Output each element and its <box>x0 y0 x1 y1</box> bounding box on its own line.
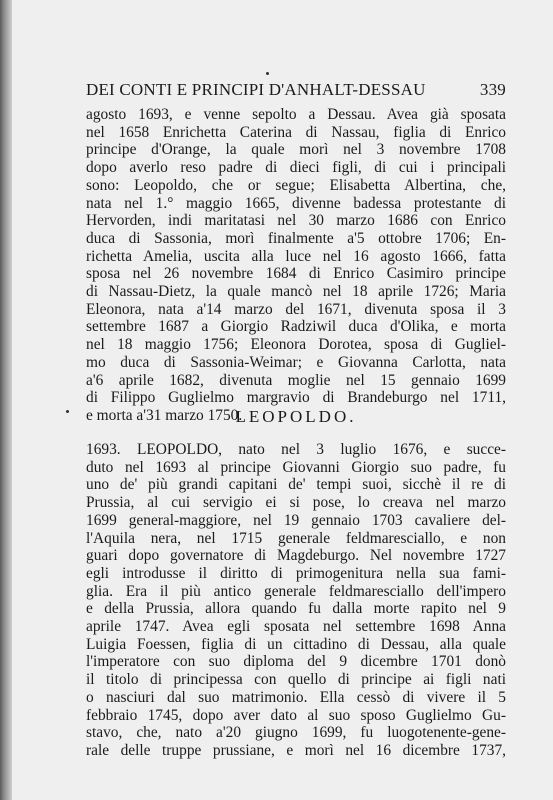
text-line: richetta Amelia, uscita alla luce nel 16 agosto 1666, fatta <box>86 247 506 265</box>
text-line: di Nassau-Dietz, la quale mancò nel 18 aprile 1726; Maria <box>86 283 506 301</box>
text-line: rale delle truppe prussiane, e morì nel 16 dicembre 1737, <box>86 741 506 759</box>
text-line: Hervorden, indi maritatasi nel 30 marzo 1686 con Enrico <box>86 212 506 230</box>
text-line: nel 1658 Enrichetta Caterina di Nassau, figlia di Enrico <box>86 123 506 141</box>
text-line: mo duca di Sassonia-Weimar; e Giovanna Carlotta, nata <box>86 353 506 371</box>
text-line: e morta a'31 marzo 1750. <box>86 406 243 424</box>
text-line: duca di Sassonia, morì finalmente a'5 ottobre 1706; En- <box>86 229 506 247</box>
text-line: duto nel 1693 al principe Giovanni Giorgio suo padre, fu <box>86 458 506 476</box>
text-line: e della Prussia, allora quando fu dalla morte rapito nel 9 <box>86 600 506 618</box>
text-line: nel 18 maggio 1756; Eleonora Dorotea, sposa di Gugliel- <box>86 336 506 354</box>
text-line: il titolo di principessa con quello di principe ai figli nati <box>86 671 506 689</box>
text-line: settembre 1687 a Giorgio Radziwil duca d'Olika, e morta <box>86 318 506 336</box>
text-line: Eleonora, nata a'14 marzo del 1671, divenuta sposa il 3 <box>86 300 506 318</box>
running-header-title: DEI CONTI E PRINCIPI D'ANHALT-DESSAU <box>86 80 426 99</box>
text-line: principe d'Orange, la quale morì nel 3 novembre 1708 <box>86 141 506 159</box>
text-line: agosto 1693, e venne sepolto a Dessau. Avea già sposata <box>86 106 506 123</box>
text-line: febbraio 1745, dopo aver dato al suo sposo Guglielmo Gu- <box>86 706 506 724</box>
text-line: nata nel 1.° maggio 1665, divenne badessa protestante di <box>86 194 506 212</box>
text-line: 1693. LEOPOLDO, nato nel 3 luglio 1676, e succe- <box>86 441 506 458</box>
print-speck <box>266 72 269 75</box>
text-line: egli introdusse il diritto di primogenitura nella sua fami- <box>86 564 506 582</box>
text-line: sposa nel 26 novembre 1684 di Enrico Casimiro principe <box>86 265 506 283</box>
running-header <box>86 80 506 104</box>
text-line: l'imperatore con suo diploma del 9 dicembre 1701 donò <box>86 653 506 671</box>
page-number: 339 <box>479 80 506 99</box>
text-line: aprile 1747. Avea egli sposata nel settembre 1698 Anna <box>86 618 506 636</box>
text-line: sono: Leopoldo, che or segue; Elisabetta Albertina, che, <box>86 176 506 194</box>
text-line: Prussia, al cui servigio ei si pose, lo creava nel marzo <box>86 494 506 512</box>
text-line: o nasciuri dal suo matrimonio. Ella cessò di vivere il 5 <box>86 688 506 706</box>
text-line: glia. Era il più antico generale feldmaresciallo dell'impero <box>86 582 506 600</box>
print-speck <box>66 410 69 413</box>
text-line: a'6 aprile 1682, divenuta moglie nel 15 gennaio 1699 <box>86 371 506 389</box>
text-line: di Filippo Guglielmo margravio di Brandeburgo nel 1711, <box>86 389 506 407</box>
text-line: dopo averlo reso padre di dieci figli, di cui i principali <box>86 159 506 177</box>
text-line: l'Aquila nera, nel 1715 generale feldmaresciallo, e non <box>86 529 506 547</box>
text-line: 1699 general-maggiore, nel 19 gennaio 1703 cavaliere del- <box>86 511 506 529</box>
text-line: Luigia Foessen, figlia di un cittadino di Dessau, alla quale <box>86 635 506 653</box>
text-line: stavo, che, nato a'20 giugno 1699, fu luogotenente-gene- <box>86 724 506 742</box>
paragraph-continued <box>86 106 506 425</box>
text-line: guari dopo governatore di Magdeburgo. Nel novembre 1727 <box>86 547 506 565</box>
text-line: uno de' più grandi capitani de' tempi suoi, sicchè il re di <box>86 476 506 494</box>
book-gutter-shadow <box>0 0 12 800</box>
paragraph-leopoldo <box>86 441 506 760</box>
section-heading: LEOPOLDO. <box>235 407 357 426</box>
